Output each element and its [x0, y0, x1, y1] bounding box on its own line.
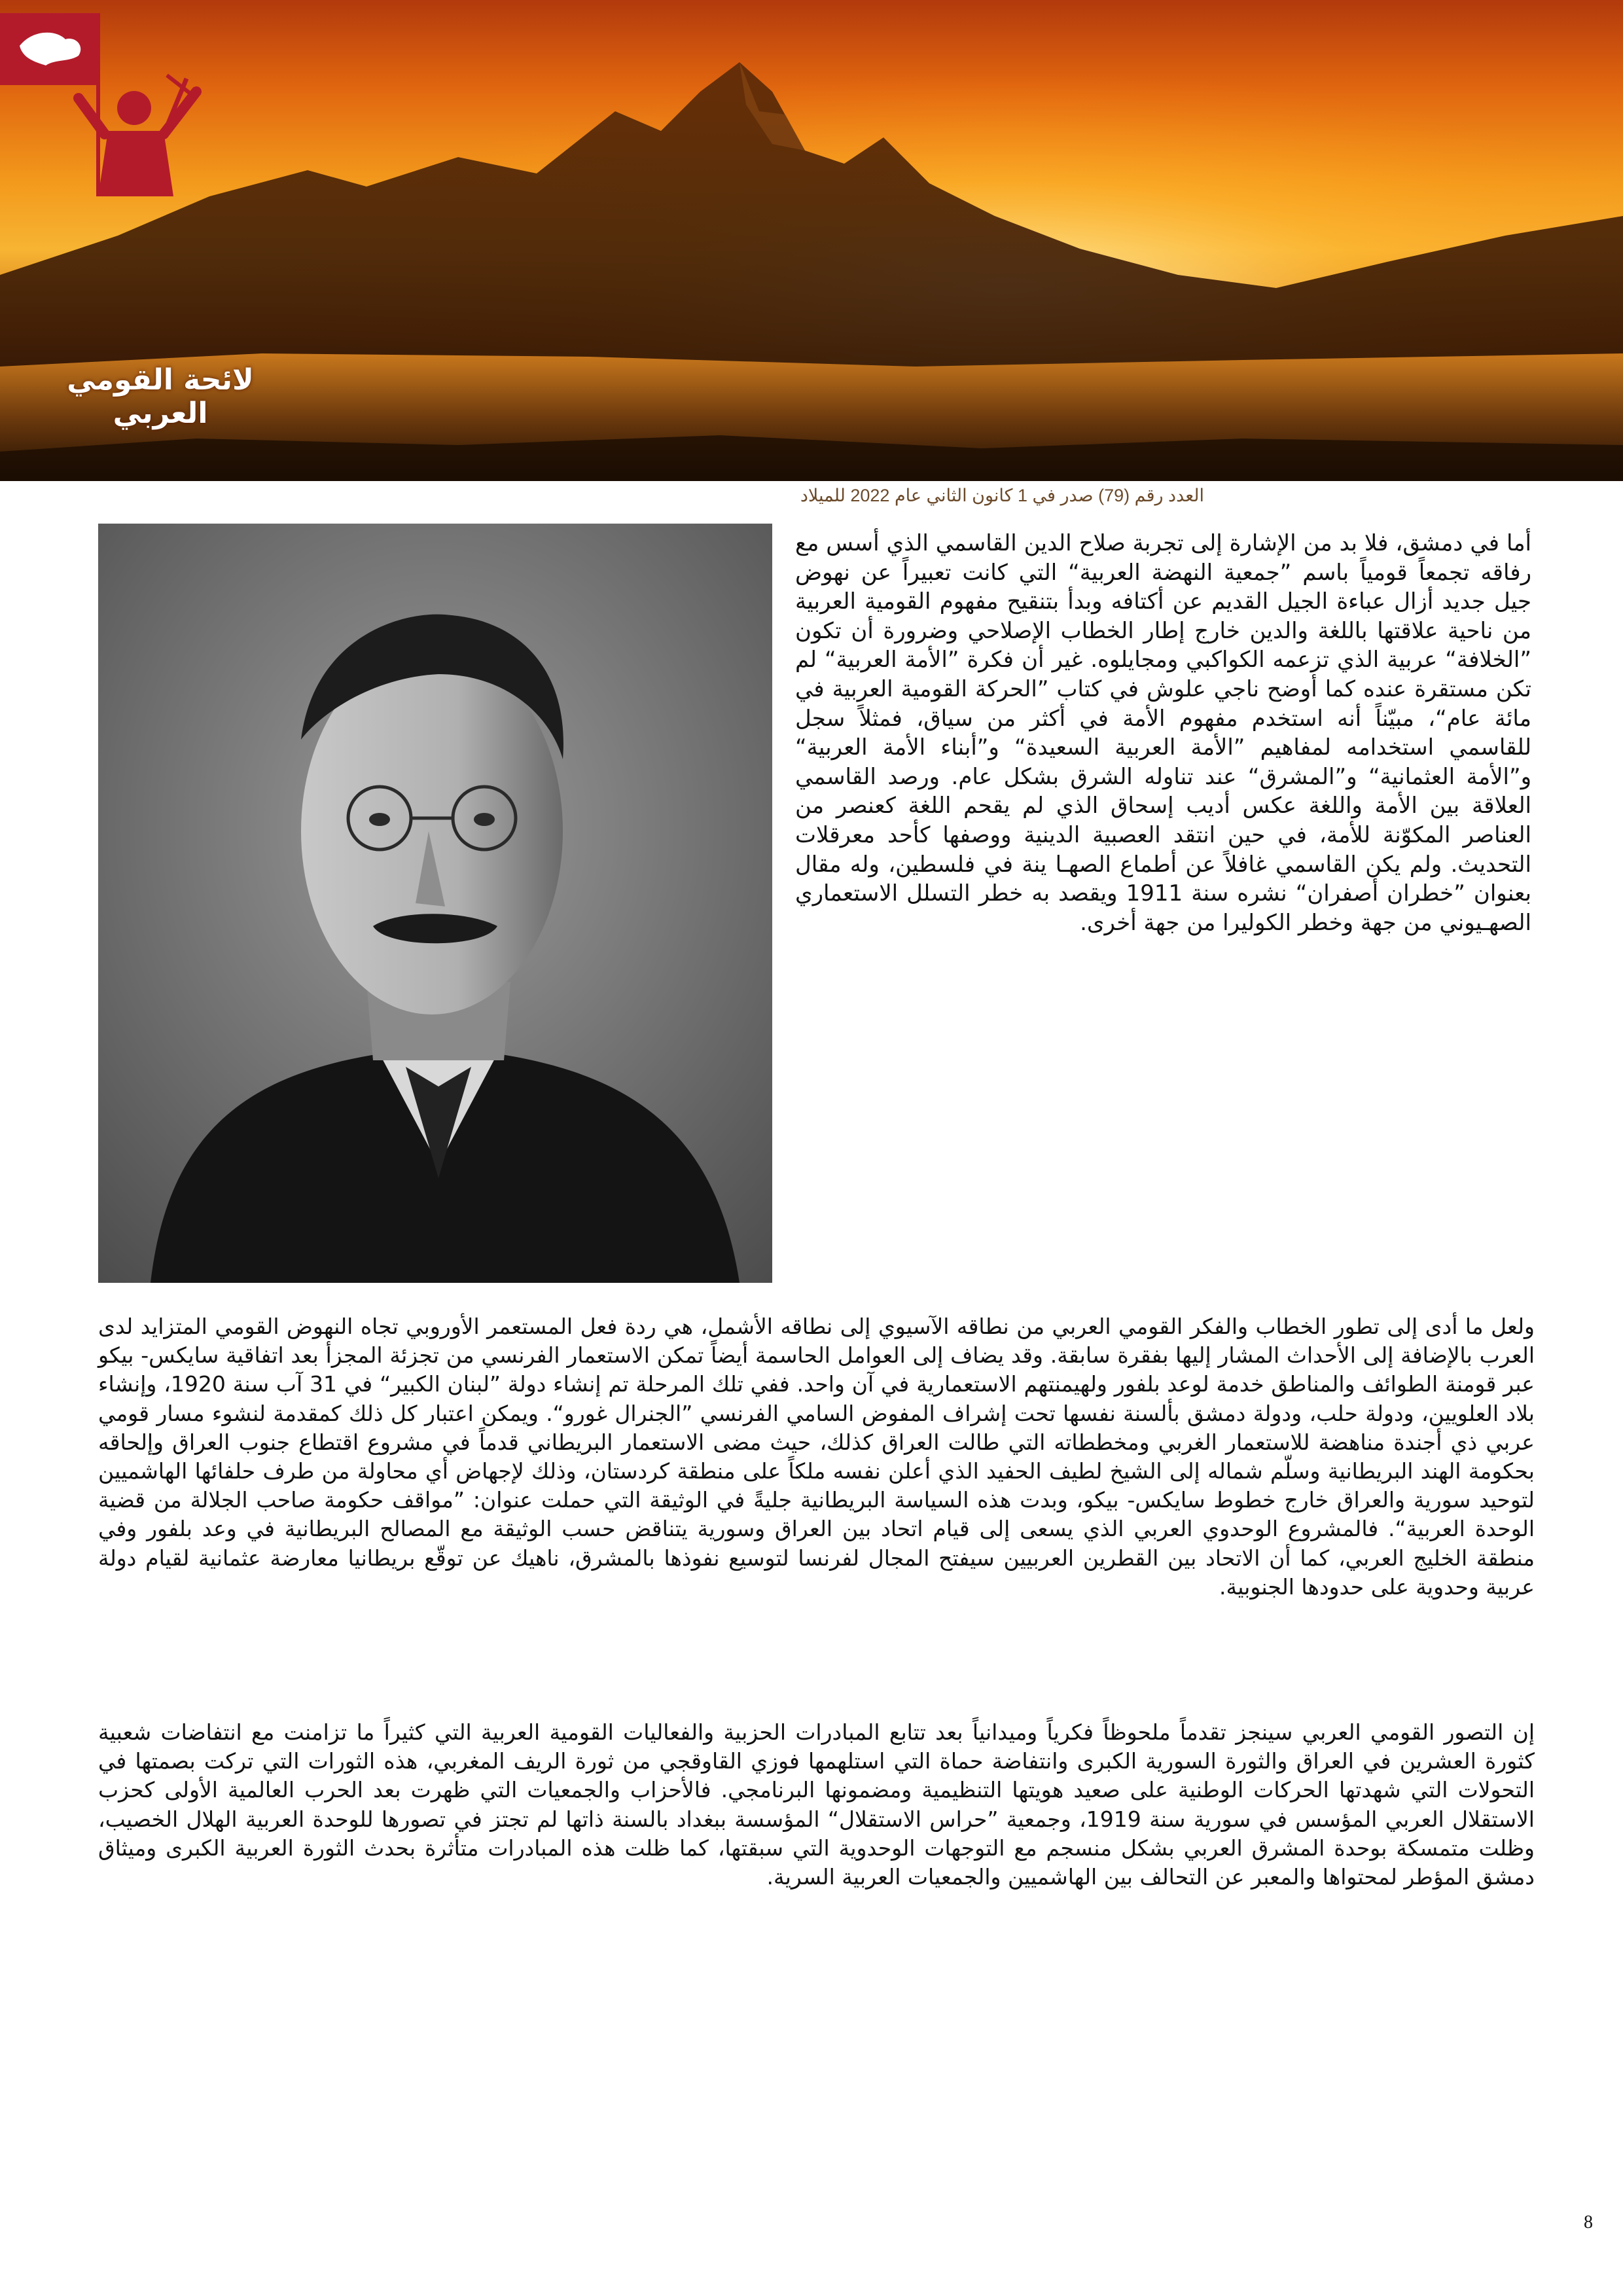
header-banner: [0, 0, 1623, 481]
portrait-photo: [98, 524, 772, 1283]
portrait-figure: [98, 524, 772, 1283]
page-number: 8: [1584, 2212, 1593, 2233]
article-paragraph-movements: إن التصور القومي العربي سينجز تقدماً ملحوظاً فكرياً وميدانياً بعد تتابع المبادرات الحزبية والفعاليات القومية العربية التي كثيراً ما تزامنت مع انتفاضات شعبية كثورة العشرين في العراق والثورة السورية الكبرى وانتفاضة حماة التي استلهمها فوزي القاوقجي من ثورة الريف المغربي، هذه الثورات التي تركت بصمتها في التحولات التي شهدتها الحركات الوطنية على صعيد هويتها التنظيمية ومضمونها البرنامجي. فالأحزاب والجمعيات التي ظهرت بعد الحرب العالمية الأولى كحزب الاستقلال العربي المؤسس في سورية سنة 1919، وجمعية ”حراس الاستقلال“ المؤسسة ببغداد بالسنة ذاتها لم تجتز في تصورها للوحدة العربية الهلال الخصيب، وظلت متمسكة بوحدة المشرق العربي بشكل منسجم مع التوجهات الوحدوية التي سبقتها، كما ظلت هذه المبادرات متأثرة بحدث الثورة العربية الكبرى وميثاق دمشق المؤطر لمحتواها والمعبر عن التحالف بين الهاشميين والجمعيات العربية السرية.: [98, 1719, 1535, 1890]
article-paragraph-intro: أما في دمشق، فلا بد من الإشارة إلى تجربة صلاح الدين القاسمي الذي أسس مع رفاقه تجمعاً قومياً باسم ”جمعية النهضة العربية“ التي كانت تعبيراً عن نهوض جيل جديد أزال عباءة الجيل القديم عن أكتافه وبدأ بتنقيح مفهوم القومية العربية من ناحية علاقتها باللغة والدين خارج إطار الخطاب الإصلاحي وضرورة أن تكون ”الخلافة“ عربية الذي تزعمه الكواكبي ومجايلوه. غير أن فكرة ”الأمة العربية“ لم تكن مستقرة عنده كما أوضح ناجي علوش في كتاب ”الحركة القومية العربية في مائة عام“، مبيّناً أنه استخدم مفهوم الأمة في أكثر من سياق، فمثلاً سجل للقاسمي استخدامه لمفاهيم ”الأمة العربية السعيدة“ و”أبناء الأمة العربية“ و”الأمة العثمانية“ و”المشرق“ عند تناوله الشرق بشكل عام. ورصد القاسمي العلاقة بين الأمة واللغة عكس أديب إسحاق الذي لم يقحم اللغة كعنصر من العناصر المكوّنة للأمة، في حين انتقد العصبية الدينية ووصفها كأحد معرقلات التحديث. ولم يكن القاسمي غافلاً عن أطماع الصهـا ينة في فلسطين، وله مقال بعنوان ”خطران أصفران“ نشره سنة 1911 ويقصد به خطر التسلل الاستعماري الصهـيوني من جهة وخطر الكوليرا من جهة أخرى.: [795, 530, 1531, 936]
organization-logo: [0, 0, 281, 236]
article-paragraph-colonialism: ولعل ما أدى إلى تطور الخطاب والفكر القومي العربي من نطاقه الآسيوي إلى نطاقه الأشمل، هي ردة فعل المستعمر الأوروبي تجاه النهوض القومي المتزايد لدى العرب بالإضافة إلى الأحداث المشار إليها بفقرة سابقة. وقد يضاف إلى العوامل الحاسمة أيضاً تمكن الاستعمار الفرنسي من تجزئة المجزأ بعد اتفاقية سايكس- بيكو عبر قومنة الطوائف والمناطق خدمة لوعد بلفور ولهيمنتهم الاستعمارية في آن واحد. ففي تلك المرحلة تم إنشاء دولة ”لبنان الكبير“ في 31 آب سنة 1920، وإنشاء بلاد العلويين، ودولة حلب، ودولة دمشق بألسنة نفسها تحت إشراف المفوض السامي الفرنسي ”الجنرال غورو“. ويمكن اعتبار كل ذلك كمقدمة لنشوء مسار قومي عربي ذي أجندة مناهضة للاستعمار الغربي ومخططاته التي طالت العراق كذلك، حيث مضى الاستعمار البريطاني قدماً في مشروع اقتطاع جنوب العراق وإلحاقه بحكومة الهند البريطانية وسلّم شماله إلى الشيخ لطيف الحفيد الذي أعلن نفسه ملكاً على منطقة كردستان، وذلك لإجهاض أي محاولة من طرف حلفائها الهاشميين لتوحيد سورية والعراق خارج خطوط سايكس- بيكو، وبدت هذه السياسة البريطانية جليةً في الوثيقة التي حملت عنوان: ”مواقف حكومة صاحب الجلالة من قضية الوحدة العربية“. فالمشروع الوحدوي العربي الذي يسعى إلى قيام اتحاد بين العراق وسورية يتناقض حسب الوثيقة مع المصالح البريطانية في وعد بلفور وفي منطقة الخليج العربي، كما أن الاتحاد بين القطرين العربيين سيفتح المجال لفرنسا لتوسيع نفوذها بالمشرق، ناهيك عن توقّع بريطانيا معارضة عثمانية لقيام دولة عربية وحدوية على حدودها الجنوبية.: [98, 1314, 1535, 1600]
issue-info: العدد رقم (79) صدر في 1 كانون الثاني عام 2022 للميلاد: [800, 486, 1204, 505]
logo-text: لائحة القومي العربي: [67, 363, 254, 430]
